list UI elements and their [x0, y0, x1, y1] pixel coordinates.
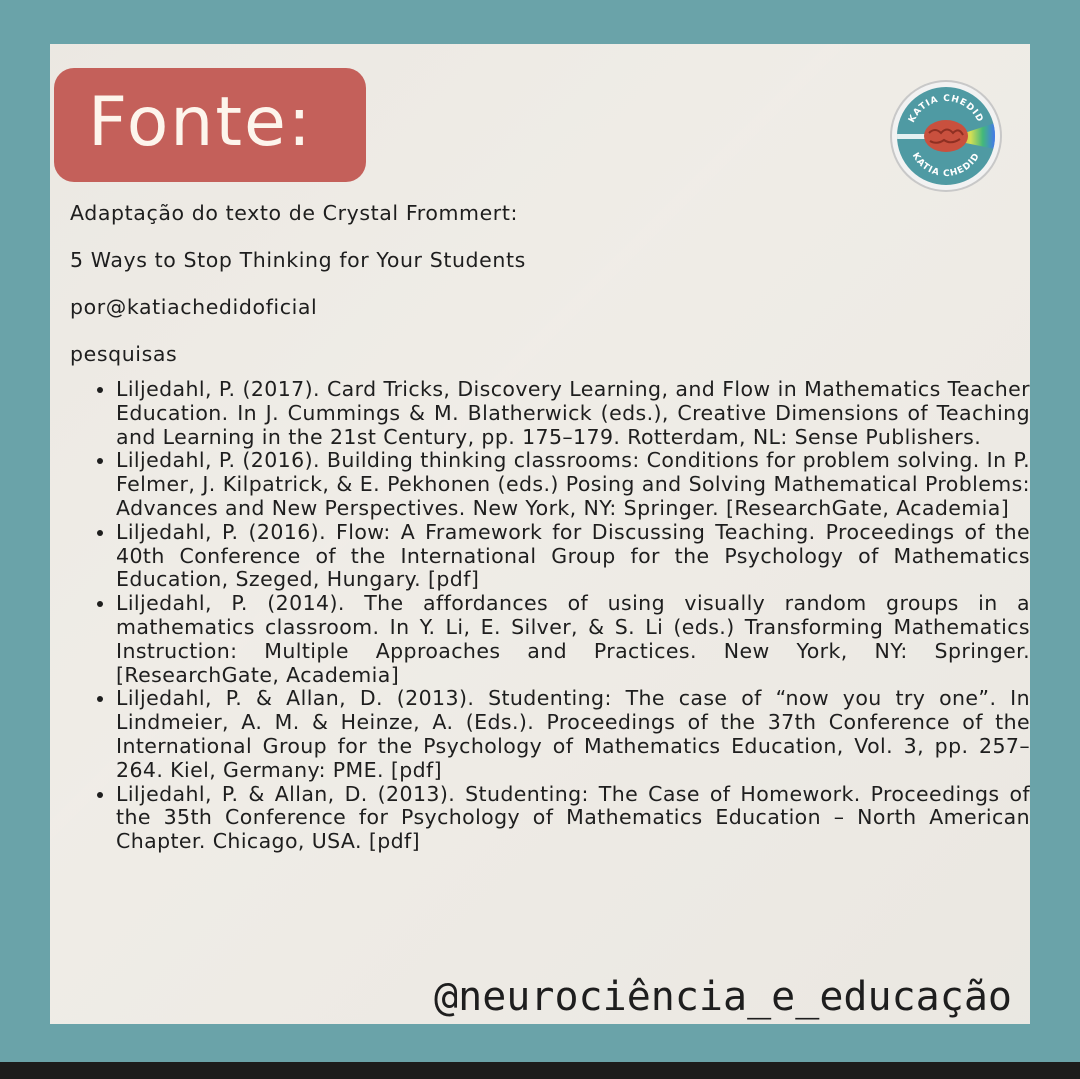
reference-item: • Liljedahl, P. (2014). The affordances of using visually random groups in a mathematics classroom. In Y. Li, E. Silver, & S. Li (eds.) Transforming Mathematics Instruction: Multiple Approaches and Practices. New York, NY: Springer. [ResearchGate, Academia]	[116, 592, 1030, 687]
intro-line-author: por@katiachedidoficial	[70, 295, 318, 319]
reference-item: • Liljedahl, P. (2016). Building thinking classrooms: Conditions for problem solving. In P. Felmer, J. Kilpatrick, & E. Pekhonen (eds.) Posing and Solving Mathematical Problems: Advances and New Perspectives. New York, NY: Springer. [ResearchGate, Academia]	[116, 449, 1030, 520]
intro-line-adaptation: Adaptação do texto de Crystal Frommert:	[70, 201, 518, 225]
page-title: Fonte:	[88, 82, 313, 162]
reference-item: • Liljedahl, P. (2016). Flow: A Framework for Discussing Teaching. Proceedings of the 40th Conference of the International Group for the Psychology of Mathematics Education, Szeged, Hungary. [pdf]	[116, 521, 1030, 592]
paper-card	[50, 44, 1030, 1024]
reference-list	[96, 378, 1030, 854]
bottom-bar	[0, 1062, 1080, 1079]
title-badge	[54, 68, 366, 182]
intro-block	[70, 190, 1010, 378]
social-handle: @neurociência_e_educação	[434, 974, 1012, 1020]
brain-logo-icon	[892, 82, 1000, 190]
logo-text-bottom: KATIA CHEDID	[909, 151, 983, 180]
svg-text:KATIA CHEDID	[907, 94, 985, 125]
svg-text:KATIA CHEDID	[910, 151, 982, 179]
logo-graphic	[897, 87, 995, 185]
intro-line-article-title: 5 Ways to Stop Thinking for Your Students	[70, 248, 526, 272]
reference-item: • Liljedahl, P. (2017). Card Tricks, Discovery Learning, and Flow in Mathematics Teacher Education. In J. Cummings & M. Blatherwick (eds.), Creative Dimensions of Teaching and Learning in the 21st Century, pp. 175–179. Rotterdam, NL: Sense Publishers.	[116, 378, 1030, 449]
reference-item: • Liljedahl, P. & Allan, D. (2013). Studenting: The case of “now you try one”. In Lindmeier, A. M. & Heinze, A. (Eds.). Proceedings of the 37th Conference of the International Group for the Psychology of Mathematics Education, Vol. 3, pp. 257–264. Kiel, Germany: PME. [pdf]	[116, 687, 1030, 782]
logo-text-top: KATIA CHEDID	[907, 93, 985, 125]
intro-line-research: pesquisas	[70, 342, 178, 366]
reference-item: • Liljedahl, P. & Allan, D. (2013). Studenting: The Case of Homework. Proceedings of the 35th Conference for Psychology of Mathematics Education – North American Chapter. Chicago, USA. [pdf]	[116, 783, 1030, 854]
